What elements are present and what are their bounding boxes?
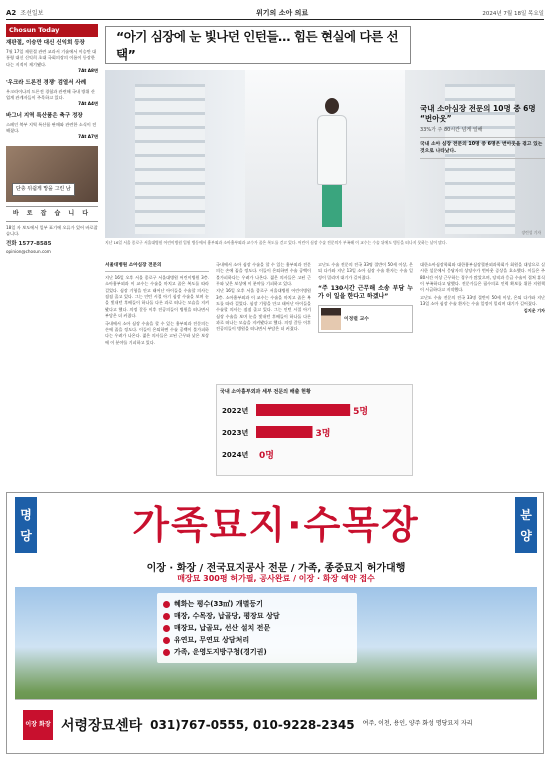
ad-side-char: 분: [520, 508, 532, 522]
ad-side-char: 당: [20, 529, 32, 543]
profile-photo: [321, 308, 341, 330]
byline: 김지운 기자: [523, 308, 545, 314]
chart-svg: [220, 397, 409, 471]
article-text: 지난 16일 오후 서울 종로구 서울대병원 어린이병원 3층. 소아흉부외과 이 교수는 수술을 마치고 좁은 복도를 따라 걸었다. 심장 기형을 안고 태어난 아이들을 수술할 의사는 점점 줄고 있다. 그는 인턴 시절 아기 심장 수술을 보며 눈을 빛내던 후배들이 하나둘 다른 과로 떠나는 모습을 지켜봤다고 했다. 의정 갈등 이후 전공의들이 병원을 떠나면서 부담은 더 커졌다.: [216, 288, 311, 332]
section-title: 위기의 소아 의료: [256, 8, 309, 17]
ad-feature: 혜화는 평수(33㎡) 개별등기: [163, 599, 351, 609]
ad-side-char: 양: [520, 529, 532, 543]
doctor-figure: [315, 98, 349, 228]
photo-credit: 장련성 기자: [521, 230, 541, 235]
paper-name: 조선일보: [20, 10, 44, 17]
side-article-headline: 국내 소아심장 전문의 10명 중 6명 “번아웃”: [420, 104, 536, 123]
chart-value-label: 0명: [259, 451, 274, 461]
ad-feature: 매장, 수목장, 납골당, 평장묘 상담: [163, 611, 351, 621]
article-text: 국내에서 소아 심장 수술을 할 수 있는 흉부외과 전문의는 손에 꼽을 정도다. 이들이 은퇴하면 수술 공백이 불가피하다는 우려가 나온다. 젊은 의사들은 고된 근무와 낮은 보상에 이 분야를 기피하고 있다.: [105, 320, 209, 345]
sidebar-item[interactable]: [6, 80, 98, 107]
profile-name: 이정렬 교수: [344, 316, 369, 322]
chart-category-label: 2024년: [222, 451, 249, 459]
ad-badge: 이장 화장: [23, 710, 53, 740]
sidebar-item-head: 재판절, 이승만 대신 신익희 등장: [6, 40, 85, 47]
chart-category-label: 2022년: [222, 407, 249, 415]
article-text: 지난 16일 오후 서울 종로구 서울대병원 어린이병원 3층. 소아흉부외과 이 교수는 수술을 마치고 좁은 복도를 따라 걸었다. 심장 기형을 안고 태어난 아이들을 수술할 의사는 점점 줄고 있다. 그는 인턴 시절 아기 심장 수술을 보며 눈을 빛내던 후배들이 하나둘 다른 과로 떠나는 모습을 지켜봤다고 했다. 의정 갈등 이후 전공의들이 병원을 떠나면서 부담은 더 커졌다.: [105, 275, 209, 319]
pull-quote: [318, 285, 413, 301]
pull-quote-text: “주 130시간 근무해 소송 부담 누가 이 일을 한다고 하겠나”: [318, 285, 413, 301]
sidebar-item[interactable]: [6, 113, 98, 140]
ad-company: 서령장묘센타: [61, 717, 143, 734]
bullet-icon: [163, 601, 170, 608]
ad-title: 가족묘지·수목장: [132, 503, 420, 547]
article-text: 고난도 수술 전문의 전국 33명 절반이 50세 이상, 은퇴 다가와 지난 13일 소아 심장 수술 환자는 수술 일정이 밀리며 대기가 길어졌다.: [420, 294, 545, 307]
article-text: 고난도 수술 전문의 전국 33명 절반이 50세 이상, 은퇴 다가와 지난 13일 소아 심장 수술 환자는 수술 일정이 밀리며 대기가 길어졌다.: [318, 262, 413, 280]
correction-title: 바 로 잡 습 니 다: [6, 210, 98, 222]
main-headline: “아기 심장에 눈 빛나던 인턴들… 힘든 현실에 다른 선택”: [105, 26, 411, 64]
left-sidebar: [6, 24, 98, 484]
article-subhead: 서울대병원 소아심장 전문의: [105, 262, 209, 272]
ad-feature: 매장묘, 납골묘, 선산 설치 전문: [163, 623, 351, 633]
ad-header: [7, 493, 544, 557]
ad-side-left: [15, 497, 37, 553]
chart-bar: [256, 426, 313, 438]
contact-phone: 전화 1577-8585: [6, 241, 52, 248]
ad-feature: 가족, 운영도지방구청(경기권): [163, 647, 351, 657]
correction-body: 18일 자 보도에서 일부 표기에 오류가 있어 바로잡습니다.: [6, 224, 98, 237]
ad-footer: [15, 699, 537, 749]
issue-date: 2024년 7월 18일 목요일: [482, 10, 544, 17]
ad-phone[interactable]: 031)767-0555, 010-9228-2345: [150, 717, 355, 732]
side-article-lead: 33%가 주 80시간 넘게 일해: [420, 126, 483, 133]
ward-wall-left: [135, 84, 205, 234]
sidebar-item-body: 7월 17일 제헌절 관련 교과서 기술에서 이승만 대통령 대신 신익희 초대 국회의장의 이름이 등장한다는 지적이 제기됐다.: [6, 49, 97, 67]
sidebar-item-ref: 7At A4면: [78, 100, 98, 106]
ad-side-right: [515, 497, 537, 553]
sidebar-item-ref: 7At A7면: [78, 134, 98, 140]
advertisement[interactable]: [6, 492, 544, 754]
sidebar-item-ref: 7At A8면: [78, 67, 98, 73]
page-number: A2: [6, 8, 17, 17]
sidebar-title: Chosun Today: [6, 24, 98, 37]
chart-value-label: 3명: [315, 429, 331, 439]
side-article: [420, 100, 545, 163]
chart-title: 국내 소아흉부외과 세부 전문의 배출 현황: [220, 389, 311, 395]
ad-side-char: 명: [20, 508, 32, 522]
bullet-icon: [163, 613, 170, 620]
ad-subtitle: 이장 · 화장 / 전국묘지공사 전문 / 가족, 종중묘지 허가대행: [146, 563, 406, 574]
chart-value-label: 5명: [353, 407, 369, 417]
sidebar-photo: [6, 146, 98, 202]
ad-feature-list: [157, 593, 357, 663]
ad-feature: 유연묘, 무연묘 상담처리: [163, 635, 351, 645]
ad-offer: 매장묘 300평 허가필, 공사완료 / 이장 · 화장 예약 접수: [177, 574, 375, 583]
sidebar-item-head: '우크라 드론전 경쟁' 검열서 사례: [6, 79, 87, 86]
ad-locations: 여주, 이천, 용인, 양주 화성 명당묘지 자리: [362, 720, 473, 728]
sidebar-item[interactable]: [6, 40, 98, 73]
sidebar-photo-caption: 단층 뒤쉽게 망을 그린 남: [12, 183, 75, 196]
sidebar-item-body: 스페인 북부 지역 특산품 판매와 관련한 소식이 전해졌다.: [6, 121, 97, 134]
bullet-icon: [163, 637, 170, 644]
chart-category-label: 2023년: [222, 429, 249, 437]
bar-chart: [216, 384, 413, 476]
sidebar-item-head: 바그너 지역 특산품은 축구 정장: [6, 113, 83, 120]
contact-email[interactable]: opinion@chosun.com: [6, 249, 51, 255]
side-article-intro: 국내 소아 심장 전문의 10명 중 6명은 번아웃을 겪고 있는 것으로 나타났다.: [420, 137, 545, 159]
article-text: 대한소아심장학회와 대한흉부심장혈관외과학회가 회원을 대상으로 실시한 설문에서 응답자의 상당수가 번아웃 증상을 호소했다. 이들은 주 80시간 이상 근무하는 경우가 많았으며, 당직과 응급 수술이 겹쳐 휴식이 부족하다고 답했다. 전문가들은 필수의료 인력 확보를 위한 지원책이 시급하다고 지적했다.: [420, 262, 545, 293]
correction-notice: [6, 206, 98, 237]
article-text: 국내에서 소아 심장 수술을 할 수 있는 흉부외과 전문의는 손에 꼽을 정도다. 이들이 은퇴하면 수술 공백이 불가피하다는 우려가 나온다. 젊은 의사들은 고된 근무와 낮은 보상에 이 분야를 기피하고 있다.: [216, 262, 311, 287]
chart-bar: [256, 404, 350, 416]
bullet-icon: [163, 625, 170, 632]
profile-box: [318, 305, 413, 333]
page-header: [6, 6, 544, 20]
bullet-icon: [163, 649, 170, 656]
sidebar-item-body: 우크라이나의 드론전 경험과 관련해 국내 방위 산업계 관계자들이 주목하고 있다.: [6, 88, 95, 100]
photo-caption: 지난 16일 서울 종로구 서울대병원 어린이병원 입원 병동에서 흉부외과 소아흉부외과 교수가 좁은 복도를 걷고 있다. 어린이 심장 수술 전문의가 부족해 이 교수는 수술 뒤에도 병동을 떠나지 못하는 날이 많다.: [105, 240, 447, 245]
article-column-1: [105, 262, 209, 487]
article-column-4: [420, 262, 545, 487]
